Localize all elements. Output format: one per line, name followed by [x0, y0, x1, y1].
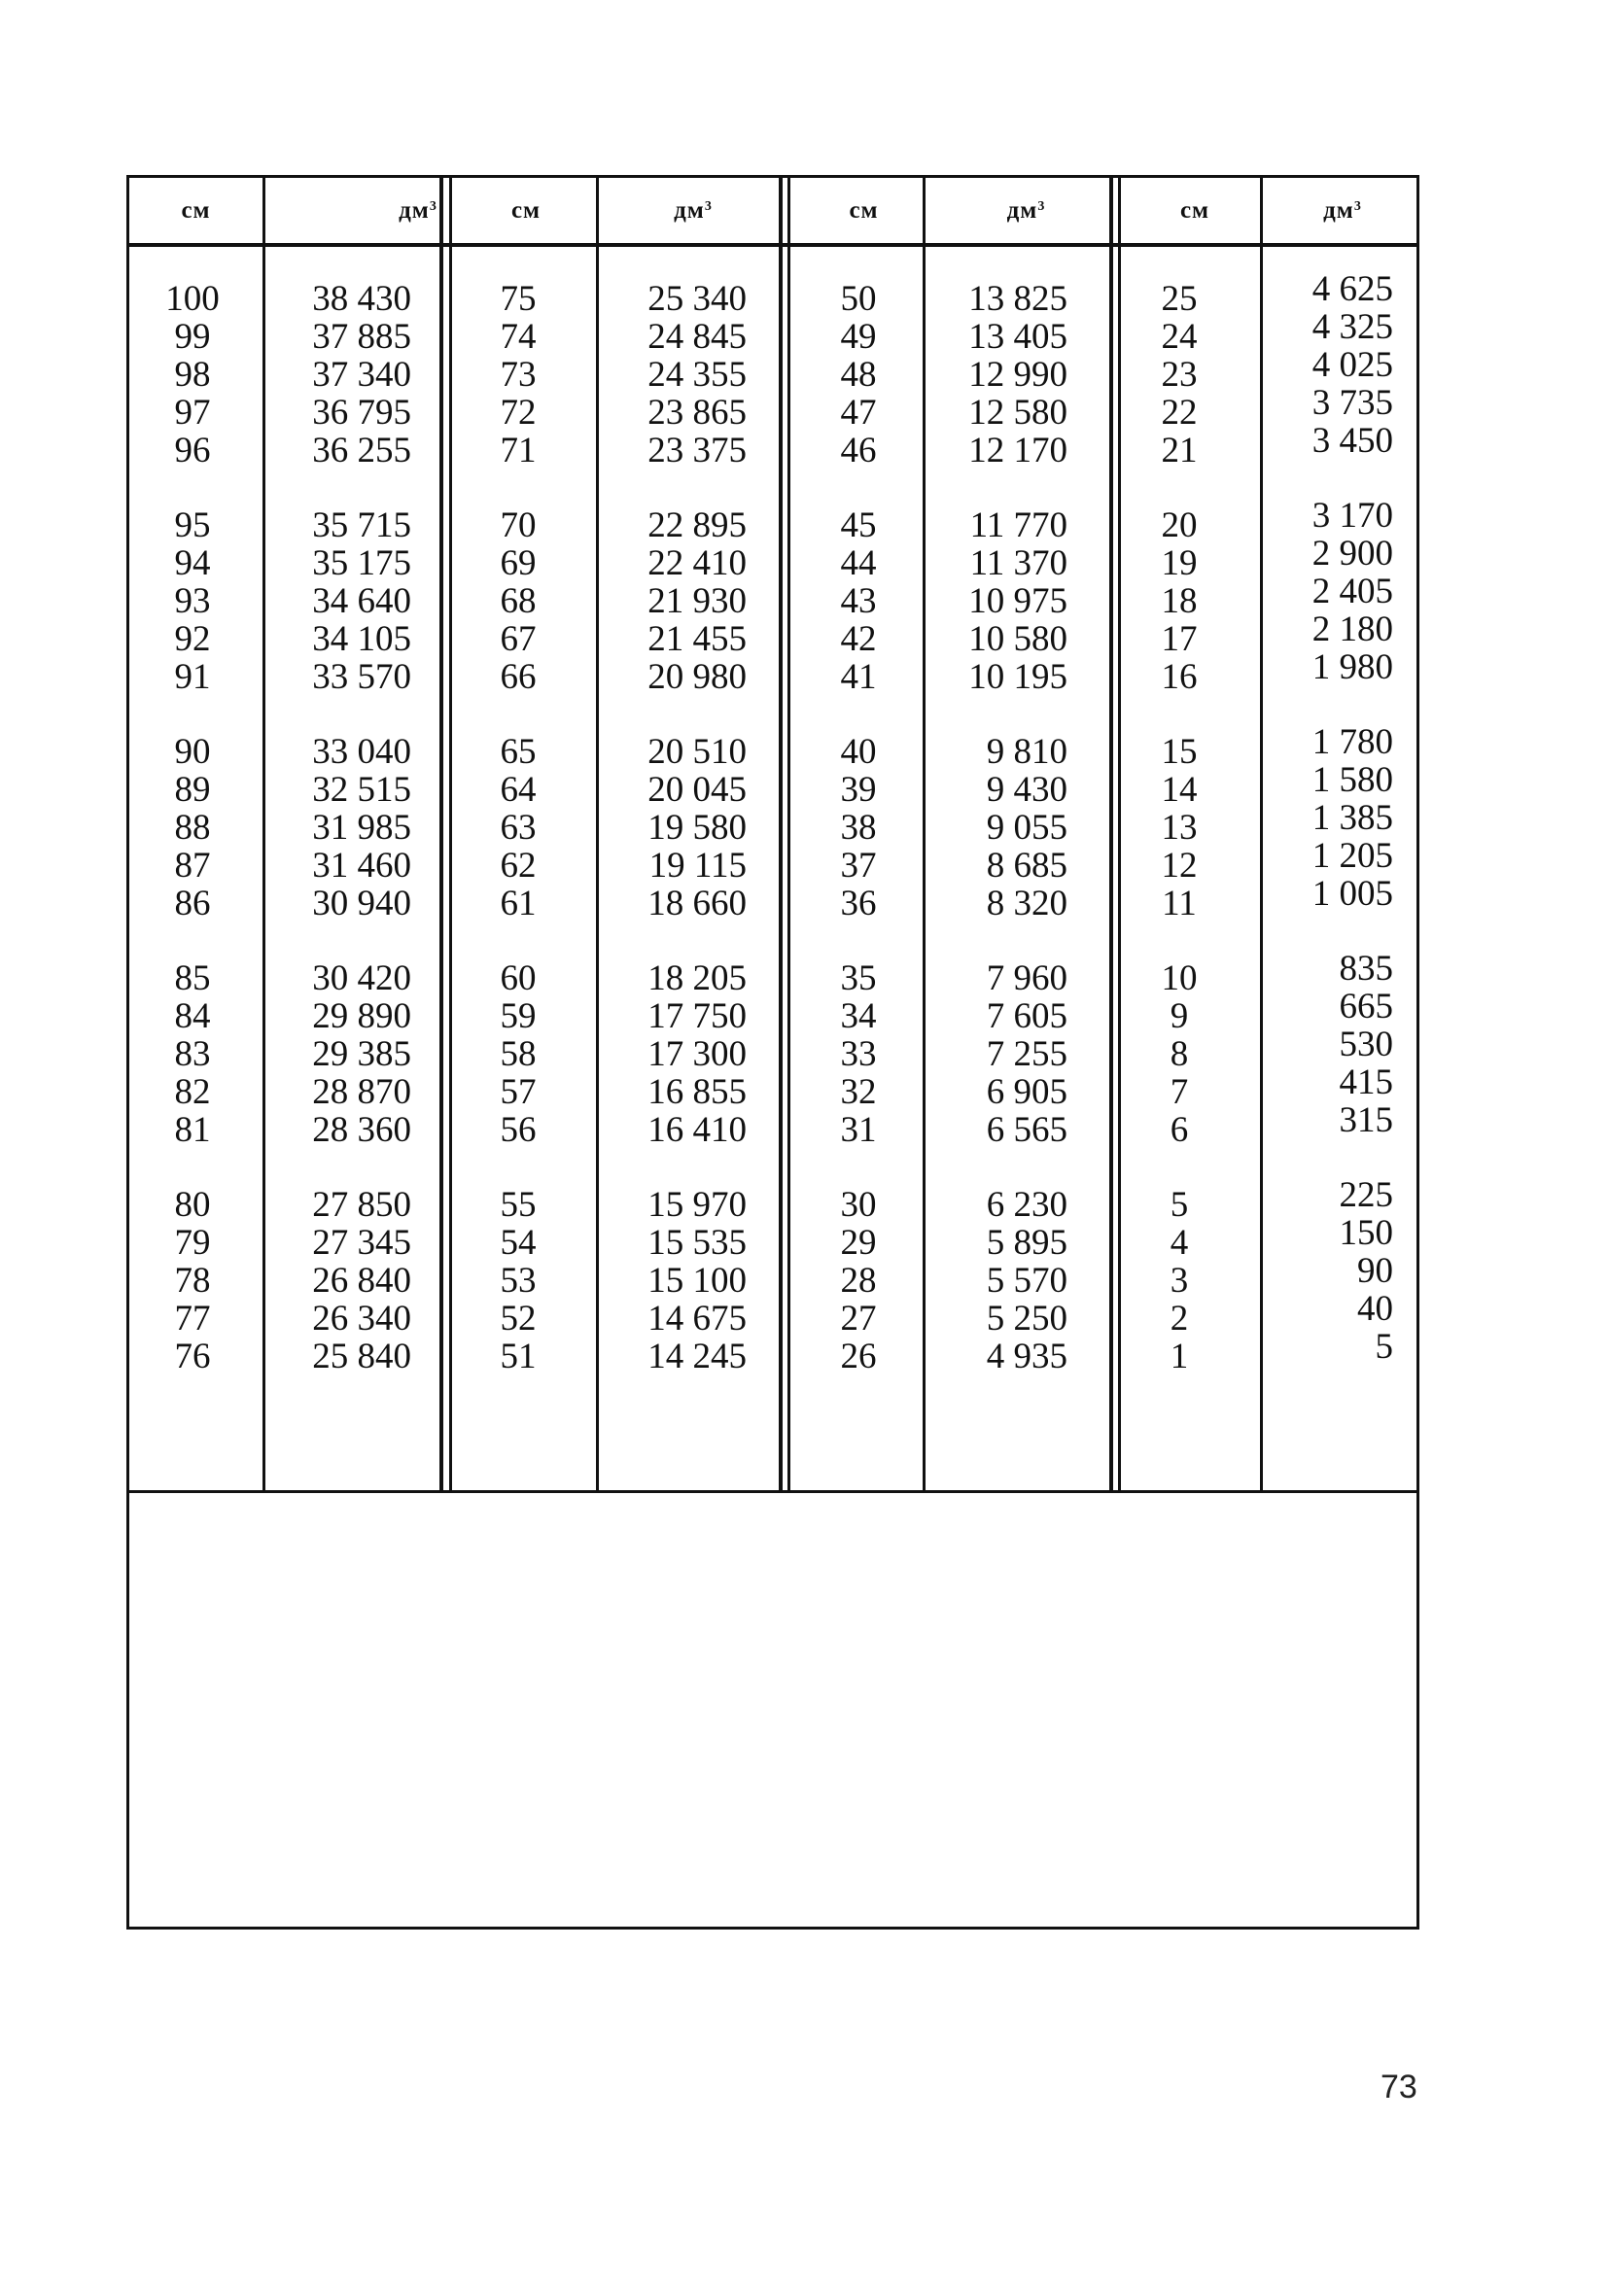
cell-cm: 18	[1161, 581, 1198, 621]
cell-cm: 100	[165, 279, 220, 319]
cell-cm: 72	[500, 393, 537, 433]
cell-dm3: 835	[1339, 949, 1393, 989]
row-group	[134, 280, 251, 470]
cell-dm3: 27 345	[312, 1223, 411, 1263]
cell-dm3: 4 935	[986, 1337, 1067, 1376]
row-group	[1267, 950, 1393, 1139]
cell-cm: 4	[1170, 1223, 1189, 1263]
cell-dm3: 37 885	[312, 317, 411, 357]
cell-cm: 51	[500, 1337, 537, 1376]
cell-dm3: 9 430	[986, 770, 1067, 810]
cell-cm: 61	[500, 884, 537, 923]
cell-dm3: 5 570	[986, 1261, 1067, 1301]
cell-cm: 50	[840, 279, 877, 319]
row-group	[936, 506, 1067, 696]
cell-cm: 29	[840, 1223, 877, 1263]
cell-cm: 15	[1161, 732, 1198, 772]
cell-dm3: 665	[1339, 987, 1393, 1026]
rule-v5	[923, 178, 926, 1490]
cell-dm3: 2 900	[1311, 534, 1393, 574]
cell-dm3: 6 565	[986, 1110, 1067, 1150]
cell-dm3: 29 385	[312, 1034, 411, 1074]
row-group	[615, 959, 747, 1149]
header-cm-3	[793, 178, 934, 243]
row-group	[800, 733, 917, 922]
cell-cm: 55	[500, 1185, 537, 1225]
cell-dm3: 90	[1357, 1251, 1393, 1291]
cell-cm: 1	[1170, 1337, 1189, 1376]
cell-dm3: 9 810	[986, 732, 1067, 772]
cell-cm: 56	[500, 1110, 537, 1150]
header-cm-2	[454, 178, 598, 243]
column-dm3-1	[285, 280, 411, 1412]
row-group	[1121, 959, 1238, 1149]
cell-cm: 97	[174, 393, 211, 433]
table-frame	[126, 175, 1419, 1930]
cell-cm: 63	[500, 808, 537, 848]
cell-cm: 99	[174, 317, 211, 357]
cell-cm: 62	[500, 846, 537, 886]
row-group	[1121, 733, 1238, 922]
row-group	[615, 506, 747, 696]
page-number: 73	[1381, 2069, 1417, 2105]
cell-cm: 38	[840, 808, 877, 848]
cell-cm: 91	[174, 657, 211, 697]
row-group	[800, 1186, 917, 1375]
cell-cm: 64	[500, 770, 537, 810]
cell-dm3: 29 890	[312, 996, 411, 1036]
rule-v3	[596, 178, 599, 1490]
cell-cm: 23	[1161, 355, 1198, 395]
cell-dm3: 15 970	[647, 1185, 747, 1225]
cell-dm3: 33 570	[312, 657, 411, 697]
cell-dm3: 27 850	[312, 1185, 411, 1225]
cell-dm3: 6 230	[986, 1185, 1067, 1225]
cell-cm: 58	[500, 1034, 537, 1074]
cell-cm: 6	[1170, 1110, 1189, 1150]
header-cm-2-label: см	[510, 196, 542, 224]
cell-cm: 34	[840, 996, 877, 1036]
cell-cm: 88	[174, 808, 211, 848]
cell-cm: 42	[840, 619, 877, 659]
cell-dm3: 5 250	[986, 1299, 1067, 1339]
cell-dm3: 28 870	[312, 1072, 411, 1112]
rule-v2b	[449, 178, 452, 1490]
cell-dm3: 5	[1375, 1327, 1393, 1367]
cell-cm: 90	[174, 732, 211, 772]
cell-cm: 8	[1170, 1034, 1189, 1074]
cell-dm3: 33 040	[312, 732, 411, 772]
cell-cm: 54	[500, 1223, 537, 1263]
row-group	[285, 733, 411, 922]
cell-cm: 95	[174, 505, 211, 545]
row-group	[936, 1186, 1067, 1375]
cell-cm: 19	[1161, 543, 1198, 583]
cell-dm3: 36 255	[312, 431, 411, 470]
cell-cm: 96	[174, 431, 211, 470]
cell-dm3: 9 055	[986, 808, 1067, 848]
cell-cm: 11	[1162, 884, 1197, 923]
cell-dm3: 26 340	[312, 1299, 411, 1339]
cell-dm3: 21 455	[647, 619, 747, 659]
cell-dm3: 7 255	[986, 1034, 1067, 1074]
row-group	[134, 959, 251, 1149]
header-cm-1-label: см	[181, 196, 211, 224]
cell-dm3: 13 825	[968, 279, 1067, 319]
cell-dm3: 10 580	[968, 619, 1067, 659]
row-group	[460, 733, 577, 922]
cell-dm3: 20 510	[647, 732, 747, 772]
cell-dm3: 28 360	[312, 1110, 411, 1150]
cell-dm3: 18 205	[647, 958, 747, 998]
cell-dm3: 12 170	[968, 431, 1067, 470]
cell-dm3: 5 895	[986, 1223, 1067, 1263]
cell-dm3: 10 195	[968, 657, 1067, 697]
row-group	[800, 959, 917, 1149]
cell-cm: 84	[174, 996, 211, 1036]
cell-cm: 67	[500, 619, 537, 659]
column-cm-1	[134, 280, 251, 1412]
cell-dm3: 31 460	[312, 846, 411, 886]
row-group	[134, 733, 251, 922]
row-group	[615, 280, 747, 470]
cell-dm3: 22 410	[647, 543, 747, 583]
column-cm-4	[1121, 280, 1238, 1412]
cell-dm3: 26 840	[312, 1261, 411, 1301]
cell-dm3: 6 905	[986, 1072, 1067, 1112]
cell-cm: 76	[174, 1337, 211, 1376]
cell-cm: 26	[840, 1337, 877, 1376]
row-group	[460, 959, 577, 1149]
cell-dm3: 20 980	[647, 657, 747, 697]
cell-dm3: 36 795	[312, 393, 411, 433]
cell-dm3: 16 410	[647, 1110, 747, 1150]
cell-cm: 44	[840, 543, 877, 583]
cell-cm: 5	[1170, 1185, 1189, 1225]
cell-dm3: 4 625	[1311, 269, 1393, 309]
row-group	[1267, 270, 1393, 460]
row-group	[134, 1186, 251, 1375]
cell-dm3: 7 605	[986, 996, 1067, 1036]
header-dm3-3-exp: 3	[1037, 198, 1046, 214]
cell-cm: 20	[1161, 505, 1198, 545]
cell-dm3: 23 865	[647, 393, 747, 433]
row-group	[1121, 506, 1238, 696]
row-group	[285, 506, 411, 696]
cell-dm3: 40	[1357, 1289, 1393, 1329]
cell-dm3: 24 845	[647, 317, 747, 357]
header-cm-4	[1121, 178, 1269, 243]
cell-dm3: 37 340	[312, 355, 411, 395]
cell-dm3: 12 580	[968, 393, 1067, 433]
column-dm3-4	[1267, 270, 1393, 1403]
cell-dm3: 30 420	[312, 958, 411, 998]
cell-cm: 57	[500, 1072, 537, 1112]
row-group	[800, 506, 917, 696]
cell-dm3: 14 245	[647, 1337, 747, 1376]
cell-cm: 78	[174, 1261, 211, 1301]
cell-cm: 12	[1161, 846, 1198, 886]
cell-cm: 73	[500, 355, 537, 395]
cell-cm: 40	[840, 732, 877, 772]
cell-dm3: 8 320	[986, 884, 1067, 923]
cell-dm3: 22 895	[647, 505, 747, 545]
cell-cm: 69	[500, 543, 537, 583]
row-group	[285, 280, 411, 470]
cell-cm: 98	[174, 355, 211, 395]
cell-cm: 94	[174, 543, 211, 583]
header-dm3-2	[598, 178, 788, 243]
column-cm-2	[460, 280, 577, 1412]
cell-cm: 66	[500, 657, 537, 697]
cell-dm3: 34 105	[312, 619, 411, 659]
column-cm-3	[800, 280, 917, 1412]
cell-cm: 60	[500, 958, 537, 998]
cell-cm: 75	[500, 279, 537, 319]
column-dm3-3	[936, 280, 1067, 1412]
cell-dm3: 7 960	[986, 958, 1067, 998]
cell-cm: 52	[500, 1299, 537, 1339]
cell-cm: 31	[840, 1110, 877, 1150]
cell-dm3: 10 975	[968, 581, 1067, 621]
cell-dm3: 150	[1339, 1213, 1393, 1253]
cell-dm3: 21 930	[647, 581, 747, 621]
cell-dm3: 35 175	[312, 543, 411, 583]
rule-v7	[1260, 178, 1263, 1490]
cell-dm3: 1 005	[1311, 874, 1393, 914]
cell-cm: 49	[840, 317, 877, 357]
cell-dm3: 11 370	[969, 543, 1067, 583]
cell-dm3: 15 535	[647, 1223, 747, 1263]
cell-cm: 14	[1161, 770, 1198, 810]
row-group	[800, 280, 917, 470]
cell-cm: 86	[174, 884, 211, 923]
cell-cm: 32	[840, 1072, 877, 1112]
header-cm-4-label: см	[1179, 196, 1210, 224]
header-dm3-3	[934, 178, 1118, 243]
cell-dm3: 415	[1339, 1062, 1393, 1102]
cell-cm: 92	[174, 619, 211, 659]
cell-dm3: 1 980	[1311, 647, 1393, 687]
cell-dm3: 4 025	[1311, 345, 1393, 385]
cell-dm3: 38 430	[312, 279, 411, 319]
cell-cm: 30	[840, 1185, 877, 1225]
row-group	[615, 733, 747, 922]
cell-dm3: 530	[1339, 1025, 1393, 1064]
row-group	[936, 733, 1067, 922]
cell-dm3: 34 640	[312, 581, 411, 621]
cell-dm3: 1 205	[1311, 836, 1393, 876]
cell-cm: 36	[840, 884, 877, 923]
cell-dm3: 19 580	[647, 808, 747, 848]
cell-cm: 80	[174, 1185, 211, 1225]
cell-dm3: 3 450	[1311, 421, 1393, 461]
row-group	[936, 959, 1067, 1149]
cell-dm3: 2 405	[1311, 572, 1393, 611]
header-cm-1	[129, 178, 262, 243]
cell-dm3: 17 750	[647, 996, 747, 1036]
row-group	[285, 959, 411, 1149]
cell-dm3: 19 115	[648, 846, 747, 886]
cell-dm3: 35 715	[312, 505, 411, 545]
cell-cm: 74	[500, 317, 537, 357]
header-dm3-4-exp: 3	[1353, 198, 1362, 214]
cell-dm3: 20 045	[647, 770, 747, 810]
cell-cm: 3	[1170, 1261, 1189, 1301]
cell-cm: 93	[174, 581, 211, 621]
cell-dm3: 16 855	[647, 1072, 747, 1112]
cell-dm3: 1 580	[1311, 760, 1393, 800]
row-group	[1267, 1176, 1393, 1366]
cell-cm: 70	[500, 505, 537, 545]
header-dm3-4	[1269, 178, 1416, 243]
header-dm3-3-label: дм	[1006, 196, 1038, 224]
cell-cm: 68	[500, 581, 537, 621]
cell-dm3: 17 300	[647, 1034, 747, 1074]
cell-cm: 21	[1161, 431, 1198, 470]
rule-v4a	[779, 178, 783, 1490]
cell-cm: 39	[840, 770, 877, 810]
cell-dm3: 3 735	[1311, 383, 1393, 423]
rule-v6a	[1109, 178, 1113, 1490]
cell-cm: 28	[840, 1261, 877, 1301]
cell-cm: 87	[174, 846, 211, 886]
cell-dm3: 24 355	[647, 355, 747, 395]
cell-cm: 17	[1161, 619, 1198, 659]
cell-dm3: 1 385	[1311, 798, 1393, 838]
cell-cm: 24	[1161, 317, 1198, 357]
cell-cm: 46	[840, 431, 877, 470]
cell-cm: 83	[174, 1034, 211, 1074]
cell-dm3: 30 940	[312, 884, 411, 923]
cell-cm: 9	[1170, 996, 1189, 1036]
cell-dm3: 23 375	[647, 431, 747, 470]
row-group	[615, 1186, 747, 1375]
rule-table-bottom	[129, 1490, 1416, 1493]
cell-cm: 2	[1170, 1299, 1189, 1339]
row-group	[1267, 723, 1393, 913]
cell-dm3: 25 840	[312, 1337, 411, 1376]
cell-cm: 47	[840, 393, 877, 433]
cell-dm3: 11 770	[969, 505, 1067, 545]
cell-cm: 79	[174, 1223, 211, 1263]
cell-cm: 81	[174, 1110, 211, 1150]
cell-cm: 48	[840, 355, 877, 395]
header-dm3-1-exp: 3	[429, 198, 437, 214]
cell-cm: 7	[1170, 1072, 1189, 1112]
cell-dm3: 13 405	[968, 317, 1067, 357]
cell-cm: 43	[840, 581, 877, 621]
cell-cm: 27	[840, 1299, 877, 1339]
cell-cm: 37	[840, 846, 877, 886]
cell-cm: 33	[840, 1034, 877, 1074]
row-group	[1121, 1186, 1238, 1375]
header-dm3-2-exp: 3	[704, 198, 713, 214]
cell-cm: 25	[1161, 279, 1198, 319]
cell-cm: 89	[174, 770, 211, 810]
cell-cm: 41	[840, 657, 877, 697]
cell-cm: 13	[1161, 808, 1198, 848]
row-group	[460, 1186, 577, 1375]
cell-dm3: 18 660	[647, 884, 747, 923]
cell-dm3: 8 685	[986, 846, 1067, 886]
cell-cm: 53	[500, 1261, 537, 1301]
header-dm3-1-label: дм	[399, 196, 430, 224]
cell-dm3: 25 340	[647, 279, 747, 319]
cell-cm: 10	[1161, 958, 1198, 998]
row-group	[460, 280, 577, 470]
header-dm3-2-label: дм	[674, 196, 705, 224]
table-header-row	[129, 178, 1416, 247]
cell-cm: 82	[174, 1072, 211, 1112]
row-group	[285, 1186, 411, 1375]
cell-cm: 85	[174, 958, 211, 998]
cell-dm3: 14 675	[647, 1299, 747, 1339]
cell-dm3: 2 180	[1311, 609, 1393, 649]
cell-dm3: 4 325	[1311, 307, 1393, 347]
cell-cm: 71	[500, 431, 537, 470]
cell-cm: 77	[174, 1299, 211, 1339]
row-group	[1121, 280, 1238, 470]
cell-dm3: 12 990	[968, 355, 1067, 395]
column-dm3-2	[615, 280, 747, 1412]
rule-v2a	[439, 178, 443, 1490]
row-group	[1267, 497, 1393, 686]
rule-v4b	[787, 178, 790, 1490]
cell-dm3: 31 985	[312, 808, 411, 848]
cell-dm3: 225	[1339, 1175, 1393, 1215]
cell-dm3: 15 100	[647, 1261, 747, 1301]
cell-dm3: 1 780	[1311, 722, 1393, 762]
rule-v1	[262, 178, 265, 1490]
cell-dm3: 32 515	[312, 770, 411, 810]
cell-dm3: 315	[1339, 1100, 1393, 1140]
cell-dm3: 3 170	[1311, 496, 1393, 536]
cell-cm: 22	[1161, 393, 1198, 433]
cell-cm: 45	[840, 505, 877, 545]
cell-cm: 59	[500, 996, 537, 1036]
row-group	[460, 506, 577, 696]
header-dm3-4-label: дм	[1323, 196, 1354, 224]
cell-cm: 16	[1161, 657, 1198, 697]
cell-cm: 35	[840, 958, 877, 998]
row-group	[134, 506, 251, 696]
header-cm-3-label: см	[849, 196, 879, 224]
row-group	[936, 280, 1067, 470]
cell-cm: 65	[500, 732, 537, 772]
